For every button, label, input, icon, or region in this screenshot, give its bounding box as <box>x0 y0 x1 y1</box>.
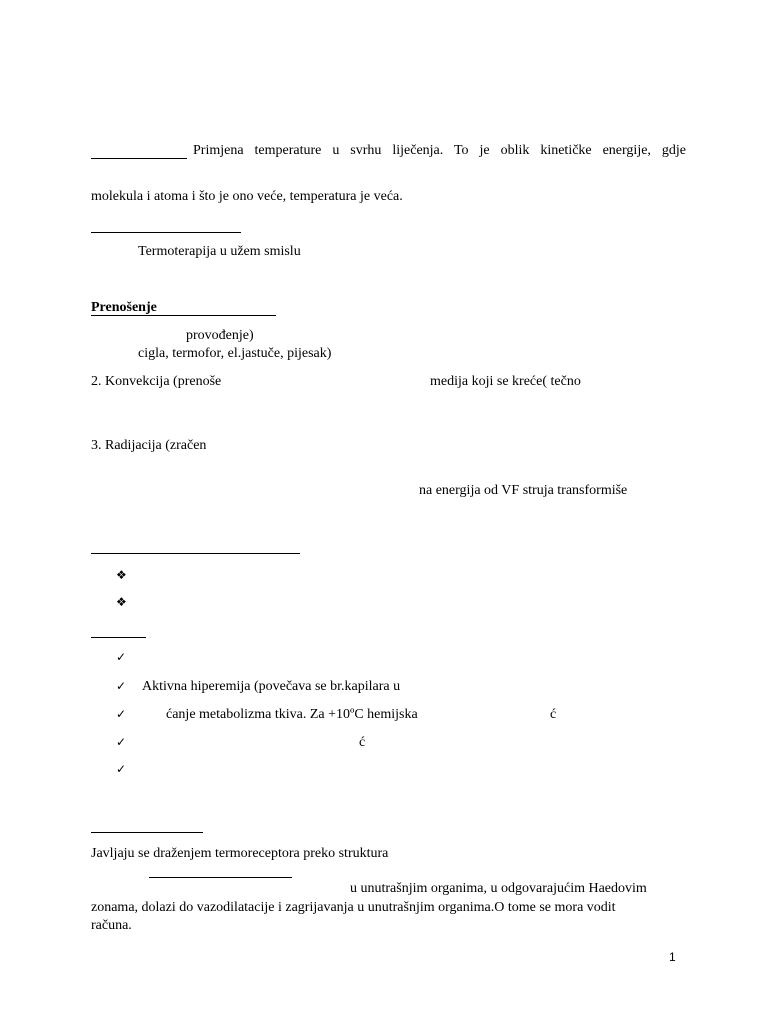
list-item-konvekcija: 2. Konvekcija (prenoše <box>91 374 222 389</box>
blank-line-1 <box>91 158 187 159</box>
list-text: provođenje) <box>186 328 254 343</box>
paragraph-line: Primjena temperature u svrhu liječenja. To je oblik kinetičke energije, gdje <box>193 143 686 158</box>
check-bullet-icon: ✓ <box>116 707 127 721</box>
check-item-text: ć <box>550 707 557 722</box>
heading-underline <box>91 315 276 316</box>
diamond-bullet-icon: ❖ <box>116 568 127 582</box>
paragraph-line: računa. <box>91 918 132 933</box>
list-item-radijacija: 3. Radijacija (zračen <box>91 438 207 453</box>
section-heading: Prenošenje <box>91 300 157 315</box>
blank-line-4 <box>91 637 146 638</box>
diamond-bullet-icon: ❖ <box>116 595 127 609</box>
page-number: 1 <box>669 950 676 964</box>
blank-line-2 <box>91 232 241 233</box>
subheading-text: Termoterapija u užem smislu <box>138 244 301 259</box>
blank-line-5 <box>91 832 203 833</box>
paragraph-line: zonama, dolazi do vazodilatacije i zagrijavanja u unutrašnjim organima.O tome se mora vodit <box>91 900 616 915</box>
blank-line-3 <box>91 553 300 554</box>
check-bullet-icon: ✓ <box>116 735 127 749</box>
paragraph-line: molekula i atoma i što je ono veće, temperatura je veća. <box>91 189 403 204</box>
check-item-text: ć <box>359 735 366 750</box>
paragraph-text: na energija od VF struja transformiše <box>419 483 628 498</box>
check-bullet-icon: ✓ <box>116 762 127 776</box>
list-text: cigla, termofor, el.jastuče, pijesak) <box>138 346 332 361</box>
check-bullet-icon: ✓ <box>116 679 127 693</box>
check-bullet-icon: ✓ <box>116 650 127 664</box>
paragraph-line: Javljaju se draženjem termoreceptora preko struktura <box>91 846 389 861</box>
paragraph-line: u unutrašnjim organima, u odgovarajućim Haedovim <box>350 881 647 896</box>
check-item-text: Aktivna hiperemija (povečava se br.kapilara u <box>142 679 401 694</box>
blank-line-6 <box>149 877 292 878</box>
list-text: medija koji se kreće( tečno <box>430 374 581 389</box>
check-item-text: ćanje metabolizma tkiva. Za +10ºC hemijska <box>166 707 418 722</box>
